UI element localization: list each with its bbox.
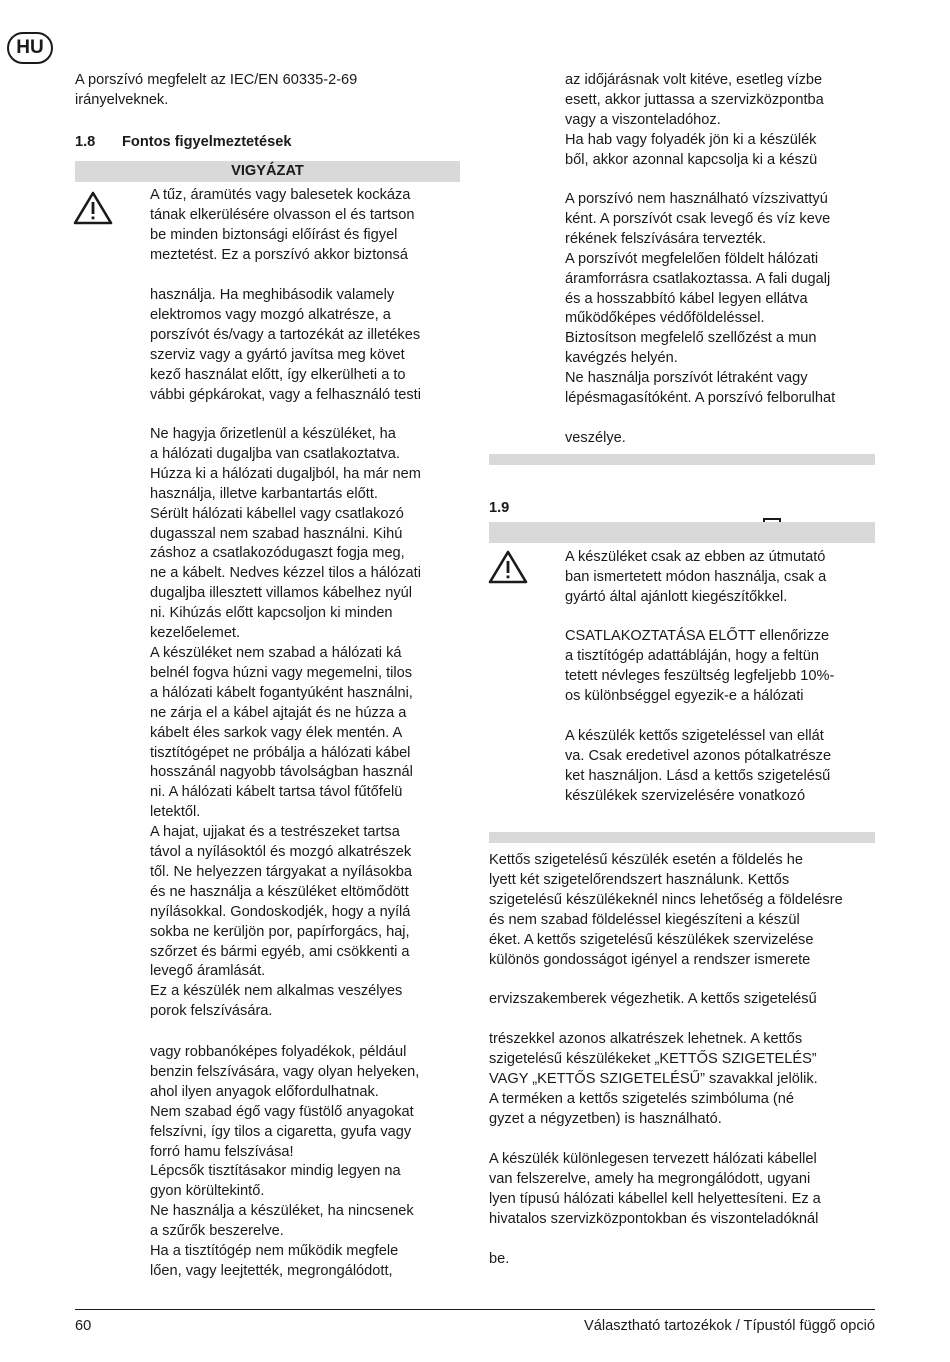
double-insulation-body-2: ervizszakemberek végezhetik. A kettős szigetelésű <box>489 991 817 1007</box>
warning-triangle-icon <box>73 190 113 226</box>
double-insulation-body-5: be. <box>489 1251 510 1267</box>
footer-title: Választható tartozékok / Típustól függő opció <box>584 1318 875 1334</box>
section-title-1-8: Fontos figyelmeztetések <box>122 134 292 150</box>
caution-label: VIGYÁZAT <box>231 163 304 179</box>
section-number-1-9: 1.9 <box>489 500 510 516</box>
caution-bar <box>75 161 460 182</box>
right-paragraph-2: A porszívó nem használható vízszivattyú ként. A porszívót csak levegő és víz keve rékének felszívására tervezték. A porszívót megfelelően földelt hálózati áramforrásra csatlakoztassa. A fali dugalj és a hosszabbító kábel legyen ellátva működőképes védőföldeléssel. Biztosítson megfelelő szellőzést a mun kavégzés helyén. Ne használja porszívót létraként vagy lépésmagasítóként. A porszívó felborulhat <box>565 191 836 407</box>
double-insulation-warning-2: CSATLAKOZTATÁSA ELŐTT ellenőrizze a tisztítógép adattábláján, hogy a feltün tetett névleges feszültség legfeljebb 10%- os különbséggel egyezik-e a hálózati <box>565 628 835 704</box>
section-divider-bar <box>489 832 875 843</box>
warning-triangle-icon <box>488 549 528 585</box>
right-paragraph-1: az időjárásnak volt kitéve, esetleg vízbe esett, akkor juttassa a szervizközpontba vagy a viszonteladóhoz. Ha hab vagy folyadék jön ki a készülék ből, akkor azonnal kapcsolja ki a készü <box>565 72 824 168</box>
section-divider-bar <box>489 454 875 465</box>
double-insulation-body-4: A készülék különlegesen tervezett hálózati kábellel van felszerelve, amely ha megrongálódott, ugyani lyen típusú hálózati kábellel kell helyettesíteni. Ez a hivatalos szervizközpontokban és viszonteladóknál <box>489 1151 821 1227</box>
safety-paragraph-1: A tűz, áramütés vagy balesetek kockáza tának elkerülésére olvasson el és tartson be minden biztonsági előírást és figyel meztetést. Ez a porszívó akkor biztonsá <box>150 187 415 263</box>
warning-bar <box>489 522 875 543</box>
section-number-1-8: 1.8 <box>75 134 96 150</box>
double-insulation-body-3: trészekkel azonos alkatrészek lehetnek. A kettős szigetelésű készülékeket „KETTŐS SZIGETELÉS” VAGY „KETTŐS SZIGETELÉSŰ” szavakkal jelölik. A terméken a kettős szigetelés szimbóluma (né gyzet a négyzetben) is használható. <box>489 1031 818 1127</box>
double-insulation-warning-1: A készüléket csak az ebben az útmutató ban ismertetett módon használja, csak a gyártó által ajánlott kiegészítőkkel. <box>565 549 827 605</box>
safety-paragraph-4: vagy robbanóképes folyadékok, például benzin felszívására, vagy olyan helyeken, ahol ilyen anyagok előfordulhatnak. Nem szabad égő vagy füstölő anyagokat felszívni, így tilos a cigaretta, gyufa vagy forró hamu felszívása! Lépcsők tisztításakor mindig legyen na gyon körültekintő. Ne használja a készüléket, ha nincsenek a szűrők beszerelve. Ha a tisztítógép nem működik megfele lően, vagy leejtették, megrongálódott, <box>150 1044 420 1279</box>
safety-paragraph-3: Ne hagyja őrizetlenül a készüléket, ha a hálózati dugaljba van csatlakoztatva. Húzza ki a hálózati dugaljból, ha már nem használja, illetve karbantartás előtt. Sérült hálózati kábellel vagy csatlakozó dugasszal nem szabad használni. Kihú záshoz a csatlakozódugaszt fogja meg, ne a kábelt. Nedves kézzel tilos a hálózati dugaljba illesztett villamos kábelhez nyúl ni. Kihúzás előtt kapcsoljon ki minden kezelőelemet. A készüléket nem szabad a hálózati ká belnél fogva húzni vagy megemelni, tilos a hálózati kábelt fogantyúként használni, ne zárja el a kábel ajtaját és ne húzza a kábelt éles sarkok vagy élek mentén. A tisztítógépet ne próbálja a hálózati kábel hosszánál nagyobb távolságban használ ni. A hálózati kábelt tartsa távol fűtőfelü letektől. A hajat, ujjakat és a testrészeket tartsa távol a nyílásoktól és mozgó alkatrészek től. Ne helyezzen tárgyakat a nyílásokba és ne használja a készüléket eltömődött nyílásokkal. Gondoskodjék, hogy a nyílá sokba ne kerüljön por, papírforgács, haj, szőrzet és bármi egyéb, ami csökkenti a levegő áramlását. Ez a készülék nem alkalmas veszélyes porok felszívására. <box>150 426 421 1020</box>
double-insulation-warning-3: A készülék kettős szigeteléssel van ellát va. Csak eredetivel azonos pótalkatrésze ket használjon. Lásd a kettős szigetelésű készülékek szervizelésére vonatkozó <box>565 728 832 804</box>
double-insulation-body-1: Kettős szigetelésű készülék esetén a földelés he lyett két szigetelőrendszert használunk. Kettős szigetelésű készülékeknél nincs lehetőség a földelésre és nem szabad földeléssel kiegészíteni a készül éket. A kettős szigetelésű készülékek szervizelése különös gondosságot igényel a rendszer ismerete <box>489 852 843 968</box>
right-paragraph-3: veszélye. <box>565 430 626 446</box>
safety-paragraph-2: használja. Ha meghibásodik valamely elektromos vagy mozgó alkatrésze, a porszívót és/vagy a tartozékát az illetékes szerviz vagy a gyártó javítsa meg követ kező használat előtt, így elkerülheti a to vábbi gépkárokat, vagy a felhasználó testi <box>150 287 421 403</box>
page-number: 60 <box>75 1318 92 1334</box>
intro-text: A porszívó megfelelt az IEC/EN 60335-2-69 irányelveknek. <box>75 72 358 108</box>
language-badge: HU <box>7 32 53 64</box>
footer-divider <box>75 1309 875 1310</box>
